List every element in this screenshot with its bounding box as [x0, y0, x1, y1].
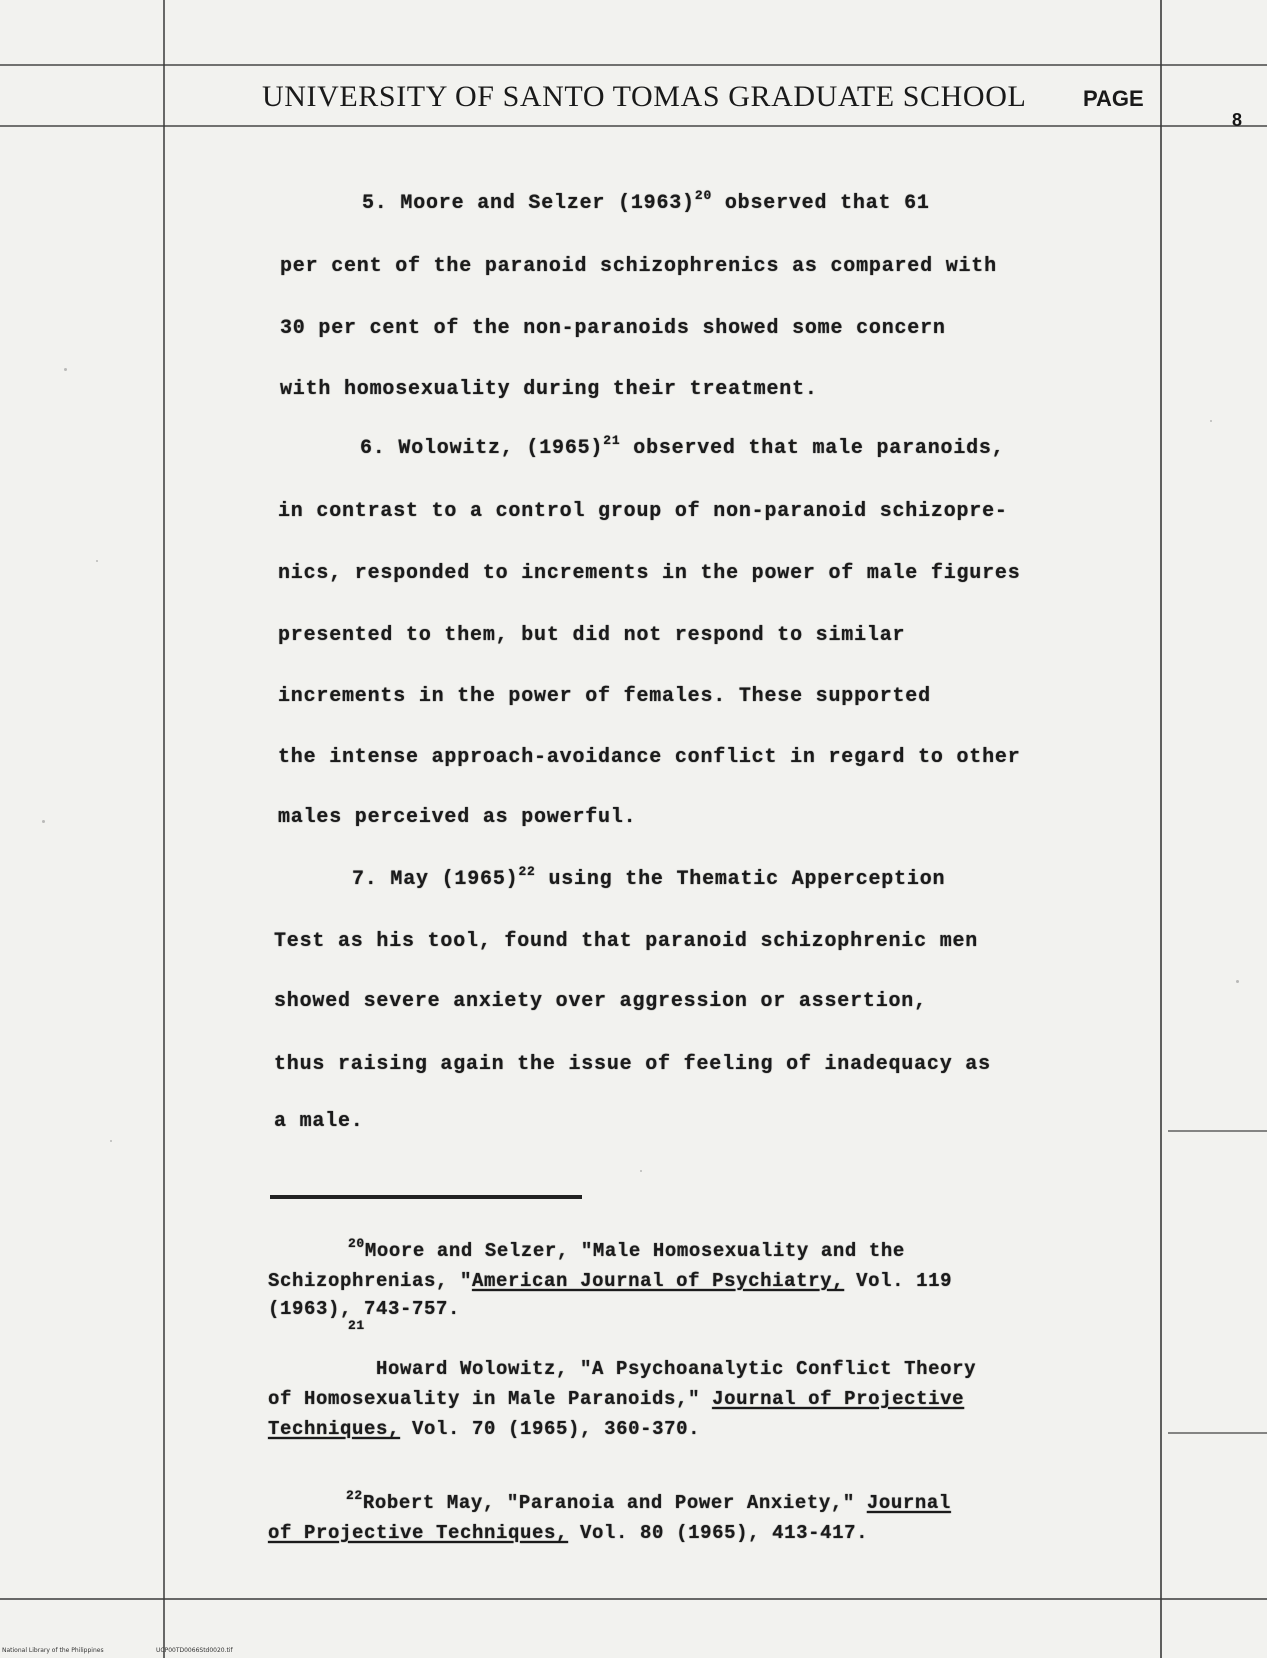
- scan-frame-header-line: [0, 125, 1267, 127]
- paragraph-6-line-7: males perceived as powerful.: [278, 806, 637, 829]
- paragraph-7-line-2: Test as his tool, found that paranoid schizophrenic men: [274, 930, 979, 953]
- footnote-20-line-1: [348, 1236, 905, 1262]
- university-header-title: UNIVERSITY OF SANTO TOMAS GRADUATE SCHOOL: [262, 80, 1027, 113]
- paragraph-text: observed that male paranoids,: [633, 437, 1005, 460]
- footnote-21-line-1: Howard Wolowitz, "A Psychoanalytic Conflict Theory: [376, 1358, 977, 1380]
- footnote-21-number: [348, 1318, 365, 1344]
- paragraph-7-line-5: a male.: [274, 1110, 364, 1133]
- paragraph-text: 5. Moore and Selzer (1963): [362, 192, 695, 215]
- paragraph-text: 7. May (1965): [352, 868, 519, 891]
- paragraph-5-line-3: 30 per cent of the non-paranoids showed some concern: [280, 317, 946, 340]
- scan-speck: [1210, 420, 1212, 422]
- footnote-22-line-1: [346, 1488, 951, 1514]
- paragraph-6-line-6: the intense approach-avoidance conflict in regard to other: [278, 746, 1021, 769]
- footnote-number: 20: [348, 1236, 365, 1251]
- scan-frame-right-short-line: [1168, 1130, 1267, 1132]
- paragraph-7-line-1: [352, 864, 946, 891]
- journal-title-underlined: Journal of Projective: [712, 1388, 965, 1410]
- footnote-text: Vol. 80 (1965), 413-417.: [568, 1522, 869, 1544]
- footnote-number: 21: [348, 1318, 365, 1333]
- footnote-ref: 21: [603, 433, 621, 448]
- footnote-ref: 22: [518, 864, 536, 879]
- footnote-21-line-3: [268, 1418, 700, 1440]
- paragraph-6-line-4: presented to them, but did not respond to similar: [278, 624, 906, 647]
- paragraph-6-line-1: [360, 433, 1005, 460]
- library-credit: National Library of the Philippines: [2, 1647, 104, 1654]
- scan-speck: [96, 560, 98, 562]
- footnote-text: Moore and Selzer, "Male Homosexuality and the: [364, 1240, 905, 1262]
- paragraph-text: using the Thematic Apperception: [548, 868, 946, 891]
- footnote-22-line-2: [268, 1522, 868, 1544]
- scan-frame-left-line: [163, 0, 165, 1658]
- scan-speck: [110, 1140, 112, 1142]
- footnote-number: 22: [346, 1488, 363, 1503]
- footnote-text: Schizophrenias, ": [268, 1270, 473, 1292]
- paragraph-text: observed that 61: [724, 192, 930, 215]
- footnote-text: Robert May, "Paranoia and Power Anxiety,": [362, 1492, 867, 1514]
- paragraph-7-line-3: showed severe anxiety over aggression or assertion,: [274, 990, 927, 1013]
- scan-frame-top-line: [0, 64, 1267, 66]
- scan-speck: [64, 368, 67, 371]
- scan-speck: [42, 820, 45, 823]
- paragraph-6-line-3: nics, responded to increments in the power of male figures: [278, 562, 1021, 585]
- journal-title-underlined: Journal: [866, 1492, 951, 1514]
- footnote-text: of Homosexuality in Male Paranoids,": [268, 1388, 713, 1410]
- paragraph-6-line-5: increments in the power of females. These supported: [278, 685, 931, 708]
- journal-title-underlined: Techniques,: [268, 1418, 401, 1440]
- scan-frame-bottom-line: [0, 1598, 1267, 1600]
- scan-speck: [1236, 980, 1239, 983]
- journal-title-underlined: of Projective Techniques,: [268, 1522, 569, 1544]
- footnote-text: Vol. 70 (1965), 360-370.: [400, 1418, 701, 1440]
- scan-file-id: UCP00TD0066Std0020.tif: [156, 1647, 233, 1654]
- page-number: 8: [1232, 110, 1243, 130]
- scan-speck: [640, 1170, 642, 1172]
- page-label: PAGE: [1083, 86, 1144, 111]
- paragraph-text: 6. Wolowitz, (1965): [360, 437, 604, 460]
- footnote-text: Vol. 119: [844, 1270, 953, 1292]
- footnote-separator: [270, 1195, 582, 1199]
- footnote-21-line-2: [268, 1388, 964, 1410]
- paragraph-5-line-1: [362, 188, 930, 215]
- paragraph-6-line-2: in contrast to a control group of non-paranoid schizopre-: [278, 500, 1008, 523]
- paragraph-5-line-4: with homosexuality during their treatment.: [280, 378, 818, 401]
- scan-frame-right-line: [1160, 0, 1162, 1658]
- footnote-ref: 20: [694, 188, 713, 203]
- footnote-20-line-3: (1963), 743-757.: [268, 1298, 461, 1320]
- footnote-20-line-2: [268, 1270, 952, 1292]
- paragraph-7-line-4: thus raising again the issue of feeling of inadequacy as: [274, 1053, 991, 1076]
- paragraph-5-line-2: per cent of the paranoid schizophrenics as compared with: [280, 255, 997, 278]
- scan-frame-right-short-line: [1168, 1432, 1267, 1434]
- journal-title-underlined: American Journal of Psychiatry,: [472, 1270, 845, 1292]
